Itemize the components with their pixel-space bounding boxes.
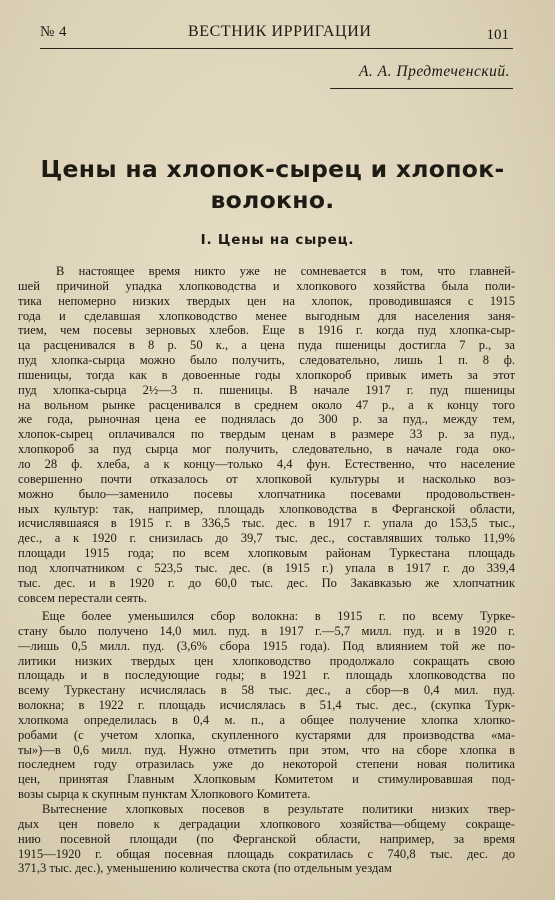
text-line: ца расценивался в 8 р. 50 к., а цена пуда пшеницы достигла 7 р., за bbox=[18, 338, 515, 353]
section-heading: I. Цены на сырец. bbox=[200, 232, 355, 248]
text-line: совсем перестали сеять. bbox=[18, 590, 147, 605]
text-line: пшеницы, тогда как в довоенные годы хлопкороб привык иметь за этот bbox=[18, 367, 515, 382]
text-line: хлопкороб за пуд сырца мог получить, следовательно, в начале года око- bbox=[18, 442, 515, 457]
text-line: последнем году отразилась уже до некоторой степени новая политика bbox=[18, 757, 515, 772]
text-line: волокна; в 1922 г. площадь исчислялась в 51,4 тыс. дес., (скупка Турк- bbox=[18, 698, 515, 713]
text-line: тием, чем посевы зерновых хлебов. Еще в 1916 г. когда пуд хлопка-сыр- bbox=[18, 323, 515, 338]
text-line: площадь и в последующие годы; в 1921 г. площадь хлопководства по bbox=[18, 668, 515, 683]
title-line: Цены на хлопок-сырец и хлопок- bbox=[40, 155, 505, 183]
text-line: литики низких твердых цен хлопководство продолжало сокращать свою bbox=[18, 653, 515, 668]
text-line: совершенно почти отказалось от хлопковой культуры и насколько воз- bbox=[18, 471, 515, 486]
text-line: нию посевной площади (по Ферганской области, например, за время bbox=[18, 831, 515, 846]
text-line: можно было—заменило посевы хлопчатника посевами продовольствен- bbox=[18, 486, 515, 501]
author-rule bbox=[330, 88, 513, 89]
text-line: В настоящее время никто уже не сомневается в том, что главней- bbox=[56, 264, 515, 278]
paragraph-3 bbox=[18, 802, 515, 876]
text-line: дес., а к 1920 г. снизилась до 39,7 тыс. дес., составлявших только 11,9% bbox=[18, 531, 515, 546]
text-line: шей причиной упадка хлопководства и хлопкового хозяйства была поли- bbox=[18, 278, 515, 293]
text-line: Еще более уменьшился сбор волокна: в 1915 г. по всему Турке- bbox=[42, 609, 515, 623]
text-line: тыс. дес. и в 1920 г. до 60,0 тыс. дес. По Закавказью же хлопчатник bbox=[18, 575, 515, 590]
text-line: дых цен повело к деградации хлопкового хозяйства—общему сокраще- bbox=[18, 816, 515, 831]
page-number: 101 bbox=[486, 27, 509, 43]
text-line: под хлопчатником с 523,5 тыс. дес. (в 1915 г.) упала в 1917 г. до 339,4 bbox=[18, 560, 515, 575]
issue-number: № 4 bbox=[40, 24, 68, 40]
text-line: 371,3 тыс. дес.), уменьшению количества скота (по отдельным уездам bbox=[18, 861, 392, 876]
text-line: хлопок-сырец оплачивался по твердым ценам в размере 33 р. за пуд., bbox=[18, 427, 515, 442]
paragraph-1 bbox=[18, 264, 515, 605]
text-line: 1915—1920 г. общая посевная площадь сократилась с 740,8 тыс. дес. до bbox=[18, 846, 515, 861]
text-line: возы сырца к скупным пунктам Хлопкового Комитета. bbox=[18, 787, 311, 802]
text-line: стану было получено 14,0 мил. пуд. в 1917 г.—5,7 милл. пуд. и в 1920 г. bbox=[18, 623, 515, 638]
text-line: тика непомерно низких твердых цен на хлопок, проводившаяся с 1915 bbox=[18, 293, 515, 308]
article-title bbox=[30, 154, 515, 216]
text-line: —лишь 0,5 милл. пуд. (3,6% сбора 1915 года). Под влиянием той же по- bbox=[18, 638, 515, 653]
text-line: ло 28 ф. хлеба, а к концу—только 4,4 фун. Естественно, что население bbox=[18, 456, 515, 471]
text-line: цен, принятая Главным Хлопковым Комитетом и стимулировавшая под- bbox=[18, 772, 515, 787]
text-line: Вытеснение хлопковых посевов в результате политики низких твер- bbox=[42, 802, 515, 816]
text-line: ты»)—в 0,6 милл. пуд. Нужно отметить при этом, что на сборе хлопка в bbox=[18, 742, 515, 757]
text-line: площади 1915 года; по всем хлопковым районам Туркестана площадь bbox=[18, 546, 515, 561]
text-line: робами (с учетом хлопка, скупленного кустарями для производства «ма- bbox=[18, 727, 515, 742]
title-line: волокно. bbox=[210, 186, 335, 214]
text-line: на вольном рынке расценивался в среднем около 47 р., а к концу того bbox=[18, 397, 515, 412]
text-line: ных культур: так, например, площадь хлопководства в Ферганской области, bbox=[18, 501, 515, 516]
text-line: хлопкома определилась в 0,4 м. п., а общее получение хлопка хлопко- bbox=[18, 712, 515, 727]
text-line: пуд хлопка-сырца 2½—3 п. пшеницы. В начале 1917 г. пуд пшеницы bbox=[18, 382, 515, 397]
author-name: А. А. Предтеченский. bbox=[358, 63, 510, 80]
text-line: пуд хлопка-сырца можно было получить, следовательно, лишь 1 п. 8 ф. bbox=[18, 353, 515, 368]
text-line: исчислявшаяся в 1915 г. в 336,5 тыс. дес. в 1917 г. упала до 153,5 тыс., bbox=[18, 516, 515, 531]
paragraph-2 bbox=[18, 609, 515, 802]
journal-title: ВЕСТНИК ИРРИГАЦИИ bbox=[188, 23, 372, 40]
running-header bbox=[40, 18, 513, 49]
text-line: года и сделавшая хлопководство менее выгодным для населения заня- bbox=[18, 308, 515, 323]
text-line: всему Туркестану исчислялась в 58 тыс. дес., а сбор—в 0,4 мил. пуд. bbox=[18, 683, 515, 698]
text-line: же года, рыночная цена ее поднялась до 300 р. за пуд., между тем, bbox=[18, 412, 515, 427]
